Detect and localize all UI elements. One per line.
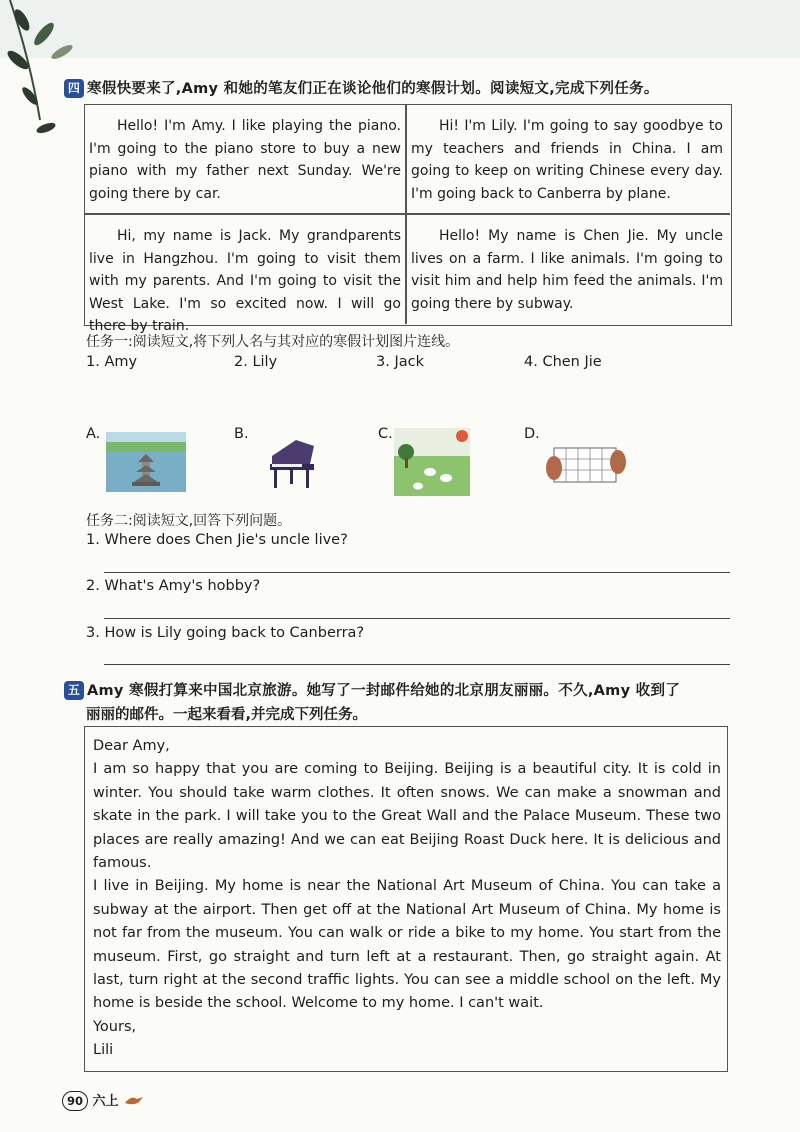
- passage-lily: Hi! I'm Lily. I'm going to say goodbye to my teachers and friends in China. I am going to keep on writing Chinese every day. I'm going back to Canberra by plane.: [411, 118, 723, 202]
- section4-number: 四: [64, 79, 84, 98]
- letter-signature: Lili: [93, 1042, 114, 1059]
- leaf-decoration-icon: [0, 0, 80, 140]
- grand-piano-icon[interactable]: [262, 436, 322, 492]
- section5-number: 五: [64, 681, 84, 700]
- name-jack[interactable]: 3. Jack: [376, 354, 424, 370]
- answer-line-3[interactable]: [104, 664, 730, 665]
- section4-heading: [64, 77, 659, 98]
- option-b-label: B.: [234, 426, 249, 442]
- answer-line-2[interactable]: [104, 618, 730, 619]
- answer-line-1[interactable]: [104, 572, 730, 573]
- letter-paragraph-2: I live in Beijing. My home is near the National Art Museum of China. You can take a subway at the airport. Then get off at the National Art Museum of China. My home is not far from the museum. You can walk or ride a bike to my home. You start from the museum. First, go straight and turn left at a restaurant. Then, go straight again. At last, turn right at the second traffic lights. You can see a middle school on the left. My home is beside the school. Welcome to my home. I can't wait.: [93, 878, 721, 1012]
- top-band: [0, 0, 800, 58]
- letter-closing: Yours,: [93, 1018, 137, 1035]
- page-footer: [62, 1090, 145, 1111]
- bird-icon: [123, 1093, 145, 1107]
- question-3: 3. How is Lily going back to Canberra?: [86, 625, 365, 641]
- task2-title: 任务二:阅读短文,回答下列问题。: [86, 513, 292, 529]
- letter-paragraph-1: I am so happy that you are coming to Beijing. Beijing is a beautiful city. It is cold in winter. You should take warm clothes. It often snows. We can make a snowman and skate in the park. I will take you to the Great Wall and the Palace Museum. These two places are really amazing! And we can eat Beijing Roast Duck here. It is delicious and famous.: [93, 761, 721, 872]
- passage-chen-jie: Hello! My name is Chen Jie. My uncle lives on a farm. I like animals. I'm going to visit him and help him feed the animals. I'm going there by subway.: [411, 228, 723, 312]
- grade-label: 六上: [92, 1094, 119, 1109]
- question-1: 1. Where does Chen Jie's uncle live?: [86, 532, 348, 548]
- west-lake-pagoda-icon[interactable]: [106, 432, 186, 492]
- section5-heading: [64, 679, 680, 700]
- section4-instruction: 寒假快要来了,Amy 和她的笔友们正在谈论他们的寒假计划。阅读短文,完成下列任务。: [87, 81, 659, 97]
- writing-chinese-icon[interactable]: [546, 440, 626, 488]
- section5-instruction-line2: 丽丽的邮件。一起来看看,并完成下列任务。: [86, 707, 368, 723]
- page-number: 90: [62, 1091, 88, 1111]
- farm-animals-icon[interactable]: [394, 428, 470, 496]
- section5-instruction-line1: Amy 寒假打算来中国北京旅游。她写了一封邮件给她的北京朋友丽丽。不久,Amy 收到了: [87, 683, 681, 699]
- option-a-label: A.: [86, 426, 101, 442]
- passage-grid: [84, 104, 732, 334]
- passage-jack: Hi, my name is Jack. My grandparents live in Hangzhou. I'm going to visit them with my parents. And I'm going to visit the West Lake. I'm so excited now. I will go there by train.: [89, 228, 401, 334]
- letter-box: [84, 726, 728, 1072]
- name-amy[interactable]: 1. Amy: [86, 354, 138, 370]
- option-d-label: D.: [524, 426, 540, 442]
- letter-greeting: Dear Amy,: [93, 738, 170, 754]
- task1-title: 任务一:阅读短文,将下列人名与其对应的寒假计划图片连线。: [86, 334, 460, 350]
- name-chen-jie[interactable]: 4. Chen Jie: [524, 354, 602, 370]
- question-2: 2. What's Amy's hobby?: [86, 578, 261, 594]
- option-c-label: C.: [378, 426, 393, 442]
- name-lily[interactable]: 2. Lily: [234, 354, 278, 370]
- passage-amy: Hello! I'm Amy. I like playing the piano. I'm going to the piano store to buy a new piano with my father next Sunday. We're going there by car.: [89, 118, 401, 202]
